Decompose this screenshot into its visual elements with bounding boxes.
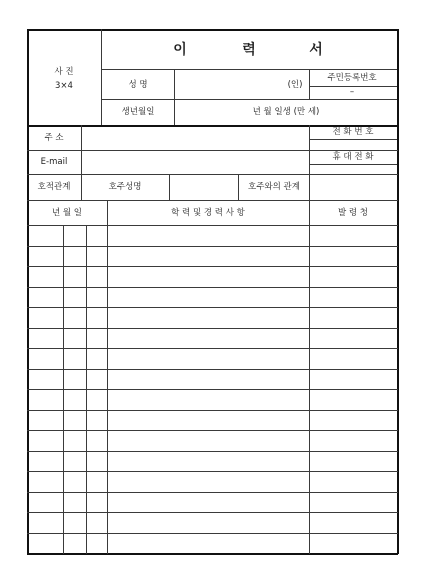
name-row-bottom-line [101,99,397,100]
resident-no-dash: – [349,86,355,97]
title-char-2: 력 [242,42,256,58]
phone-label-line [309,139,397,140]
family-row-bottom-line [27,200,398,201]
address-label: 주 소 [44,132,64,143]
title-bottom-line [101,69,397,70]
history-row[interactable] [27,430,397,451]
history-row-line [27,512,398,513]
history-row-line [27,307,398,308]
history-row-line [27,246,398,247]
mobile-label-line [309,164,397,165]
photo-size: 3×4 [55,80,73,91]
photo-divider [101,29,102,125]
history-row-line [27,389,398,390]
photo-label: 사 진 [54,66,74,77]
history-row-line [27,369,398,370]
history-row[interactable] [27,389,397,410]
form-border-right [397,29,399,554]
name-label-divider [174,69,175,125]
relation-to-head-label: 호주와의 관계 [248,181,300,192]
history-row[interactable] [27,533,397,554]
form-border-bottom [27,553,398,555]
history-date-header: 년 월 일 [51,207,83,218]
household-divider-2 [169,174,170,200]
birth-value: 년 월 일생 (만 세) [252,106,320,117]
history-row[interactable] [27,225,397,246]
birth-label: 생년월일 [121,106,155,117]
household-head-name-label: 호주성명 [108,181,142,192]
history-row-line [27,451,398,452]
history-row-line [27,492,398,493]
history-issuer-header: 발 령 청 [337,207,369,218]
photo-area[interactable] [27,29,101,125]
email-bottom-line [27,174,398,175]
history-row-line [27,410,398,411]
title-char-3: 서 [309,42,323,58]
name-label: 성 명 [128,79,148,90]
history-row[interactable] [27,369,397,390]
email-label: E-mail [40,156,68,167]
history-row[interactable] [27,287,397,308]
family-relation-label: 호적관계 [37,181,71,192]
history-row[interactable] [27,246,397,267]
mobile-label: 휴 대 전 화 [332,151,374,162]
history-row-line [27,328,398,329]
history-row-line [27,287,398,288]
household-divider-3 [238,174,239,200]
history-row-line [27,430,398,431]
history-row[interactable] [27,328,397,349]
history-row-line [27,266,398,267]
seal-mark: (인) [287,79,303,90]
history-details-header: 학 력 및 경 력 사 항 [171,207,245,218]
history-row[interactable] [27,348,397,369]
history-row[interactable] [27,512,397,533]
phone-label: 전 화 번 호 [332,126,374,137]
history-row[interactable] [27,410,397,431]
history-row-line [27,471,398,472]
household-divider-1 [81,174,82,200]
history-row-line [27,533,398,534]
history-row[interactable] [27,266,397,287]
history-row[interactable] [27,451,397,472]
resident-no-divider [309,69,310,99]
resident-no-label: 주민등록번호 [327,72,377,83]
history-row[interactable] [27,307,397,328]
history-row[interactable] [27,492,397,513]
history-row-line [27,348,398,349]
history-row[interactable] [27,471,397,492]
title-char-1: 이 [173,42,187,58]
